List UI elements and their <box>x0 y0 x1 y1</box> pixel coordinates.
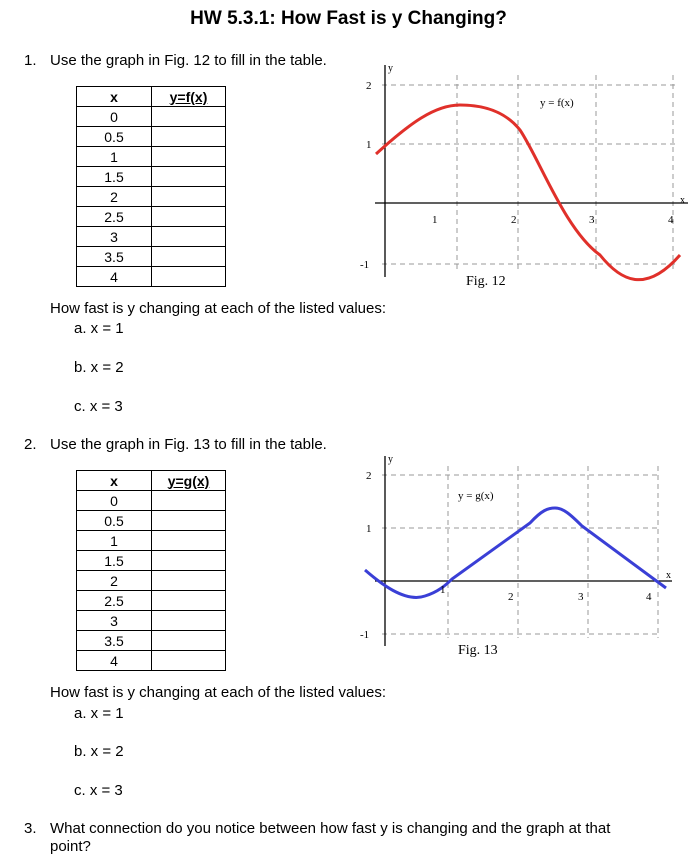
table-row <box>77 591 226 611</box>
table-row <box>77 87 226 107</box>
table-cell-x: 1.5 <box>77 551 152 571</box>
question-3 <box>24 820 610 837</box>
fig-12-gridlines <box>382 75 678 270</box>
question-1-prompt: How fast is y changing at each of the listed values: <box>50 300 387 317</box>
table-row <box>77 631 226 651</box>
table-2-y-header: y=g(x) <box>152 471 226 491</box>
table-1 <box>76 86 226 287</box>
fig-13-x-tick: 2 <box>508 591 514 603</box>
fig-13-curve-label: y = g(x) <box>458 490 494 502</box>
table-cell-x: 1 <box>77 147 152 167</box>
table-row <box>77 491 226 511</box>
question-1-number: 1. <box>24 52 37 69</box>
fig-13-x-tick: 4 <box>646 591 652 603</box>
fig-12-curve-label: y = f(x) <box>540 97 574 109</box>
question-1-text: Use the graph in Fig. 12 to fill in the table. <box>50 52 327 69</box>
question-2-number: 2. <box>24 436 37 453</box>
table-cell-y[interactable] <box>152 591 226 611</box>
fig-13-caption: Fig. 13 <box>458 643 498 658</box>
question-3-number: 3. <box>24 820 37 837</box>
table-cell-x: 2.5 <box>77 591 152 611</box>
question-3-text-line-1: What connection do you notice between how fast y is changing and the graph at that <box>50 820 611 837</box>
table-row <box>77 167 226 187</box>
table-cell-y[interactable] <box>152 107 226 127</box>
fig-13-y-tick: 1 <box>366 523 372 535</box>
question-3-text-line-2: point? <box>50 838 91 855</box>
question-1-part-a: a. x = 1 <box>74 320 124 337</box>
fig-12-y-tick: 2 <box>366 80 372 92</box>
question-2 <box>24 436 327 453</box>
table-cell-x: 1 <box>77 531 152 551</box>
page-title: HW 5.3.1: How Fast is y Changing? <box>190 8 507 29</box>
table-cell-y[interactable] <box>152 631 226 651</box>
question-2-text: Use the graph in Fig. 13 to fill in the table. <box>50 436 327 453</box>
fig-13-x-axis-label: x <box>666 570 671 581</box>
table-cell-y[interactable] <box>152 651 226 671</box>
table-row <box>77 571 226 591</box>
table-cell-y[interactable] <box>152 611 226 631</box>
table-cell-x: 0 <box>77 107 152 127</box>
question-2-prompt: How fast is y changing at each of the listed values: <box>50 684 387 701</box>
table-row <box>77 611 226 631</box>
table-2 <box>76 470 226 671</box>
table-cell-y[interactable] <box>152 531 226 551</box>
table-cell-x: 2 <box>77 187 152 207</box>
fig-12-x-tick: 2 <box>511 214 517 226</box>
fig-13-x-tick: 3 <box>578 591 584 603</box>
table-2-x-header: x <box>77 471 152 491</box>
table-row <box>77 227 226 247</box>
table-cell-x: 0.5 <box>77 511 152 531</box>
fig-13-y-axis-label: y <box>388 454 393 465</box>
question-2-part-c: c. x = 3 <box>74 782 123 799</box>
table-row <box>77 247 226 267</box>
fig-12-caption: Fig. 12 <box>466 274 506 289</box>
table-cell-y[interactable] <box>152 267 226 287</box>
fig-12-x-tick: 3 <box>589 214 595 226</box>
fig-12-y-tick: -1 <box>360 259 370 271</box>
question-2-part-a: a. x = 1 <box>74 705 124 722</box>
fig-13-graph <box>360 448 692 663</box>
table-cell-x: 3.5 <box>77 631 152 651</box>
table-cell-y[interactable] <box>152 227 226 247</box>
table-row <box>77 207 226 227</box>
table-row <box>77 127 226 147</box>
table-cell-y[interactable] <box>152 247 226 267</box>
table-cell-y[interactable] <box>152 127 226 147</box>
table-cell-x: 0.5 <box>77 127 152 147</box>
table-cell-x: 4 <box>77 651 152 671</box>
table-row <box>77 187 226 207</box>
g-curve <box>365 508 666 597</box>
table-row <box>77 551 226 571</box>
fig-12-graph <box>360 55 692 295</box>
fig-12-x-axis-label: x <box>680 195 685 206</box>
table-cell-y[interactable] <box>152 187 226 207</box>
table-cell-y[interactable] <box>152 147 226 167</box>
fig-13-y-tick: 2 <box>366 470 372 482</box>
table-cell-y[interactable] <box>152 511 226 531</box>
table-cell-y[interactable] <box>152 571 226 591</box>
table-row <box>77 267 226 287</box>
f-curve <box>376 105 680 280</box>
table-1-x-header: x <box>77 87 152 107</box>
table-cell-x: 2 <box>77 571 152 591</box>
table-row <box>77 147 226 167</box>
table-cell-x: 1.5 <box>77 167 152 187</box>
table-row <box>77 531 226 551</box>
fig-12-y-tick: 1 <box>366 139 372 151</box>
fig-13-x-tick: 1 <box>440 584 446 596</box>
table-cell-x: 0 <box>77 491 152 511</box>
table-cell-y[interactable] <box>152 551 226 571</box>
table-row <box>77 651 226 671</box>
table-cell-x: 3.5 <box>77 247 152 267</box>
table-cell-y[interactable] <box>152 491 226 511</box>
table-cell-x: 4 <box>77 267 152 287</box>
table-1-y-header: y=f(x) <box>152 87 226 107</box>
fig-12-x-tick: 1 <box>432 214 438 226</box>
fig-13-y-tick: -1 <box>360 629 370 641</box>
fig-12-x-tick: 4 <box>668 214 674 226</box>
table-cell-y[interactable] <box>152 167 226 187</box>
question-2-part-b: b. x = 2 <box>74 743 124 760</box>
question-1-part-c: c. x = 3 <box>74 398 123 415</box>
table-cell-x: 3 <box>77 611 152 631</box>
table-cell-x: 2.5 <box>77 207 152 227</box>
table-row <box>77 511 226 531</box>
table-row <box>77 471 226 491</box>
fig-12-y-axis-label: y <box>388 63 393 74</box>
table-row <box>77 107 226 127</box>
table-cell-y[interactable] <box>152 207 226 227</box>
question-1 <box>24 52 327 69</box>
table-cell-x: 3 <box>77 227 152 247</box>
question-1-part-b: b. x = 2 <box>74 359 124 376</box>
